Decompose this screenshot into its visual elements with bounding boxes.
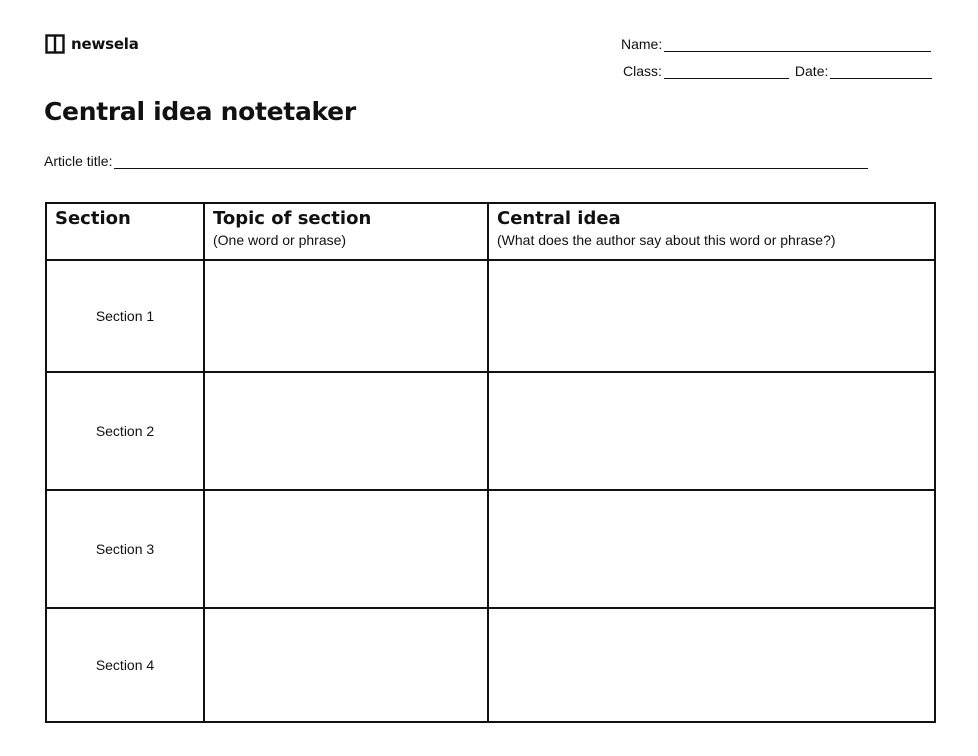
brand-logo (45, 34, 139, 54)
article-title-line[interactable] (114, 154, 868, 169)
topic-cell[interactable] (204, 260, 488, 372)
article-title-label: Article title: (44, 153, 113, 169)
class-label: Class: (623, 63, 662, 79)
class-line[interactable] (664, 64, 789, 79)
central-idea-cell[interactable] (488, 490, 935, 608)
class-date-row (623, 63, 932, 79)
article-title-field (44, 153, 868, 169)
central-idea-cell[interactable] (488, 260, 935, 372)
header-central-idea (488, 203, 935, 260)
name-label: Name: (621, 36, 663, 52)
header-subtitle: (One word or phrase) (213, 232, 347, 248)
section-label: Section 3 (46, 490, 204, 608)
central-idea-cell[interactable] (488, 608, 935, 722)
date-line[interactable] (830, 64, 932, 79)
central-idea-cell[interactable] (488, 372, 935, 490)
header-title: Topic of section (213, 208, 372, 229)
notetaker-table (45, 202, 936, 723)
table-header-row (46, 203, 935, 260)
page-title: Central idea notetaker (44, 97, 356, 126)
name-line[interactable] (664, 37, 931, 52)
header-title: Central idea (497, 208, 621, 229)
section-label: Section 2 (46, 372, 204, 490)
topic-cell[interactable] (204, 372, 488, 490)
book-icon (45, 34, 65, 54)
section-label: Section 1 (46, 260, 204, 372)
table-row (46, 608, 935, 722)
section-label: Section 4 (46, 608, 204, 722)
header-section (46, 203, 204, 260)
header-topic (204, 203, 488, 260)
table-row (46, 260, 935, 372)
header-subtitle: (What does the author say about this word or phrase?) (497, 232, 836, 248)
table-row (46, 372, 935, 490)
table-row (46, 490, 935, 608)
date-label: Date: (794, 63, 829, 79)
name-field[interactable] (621, 36, 931, 52)
header-title: Section (55, 208, 131, 229)
topic-cell[interactable] (204, 608, 488, 722)
topic-cell[interactable] (204, 490, 488, 608)
brand-name: newsela (71, 35, 139, 53)
